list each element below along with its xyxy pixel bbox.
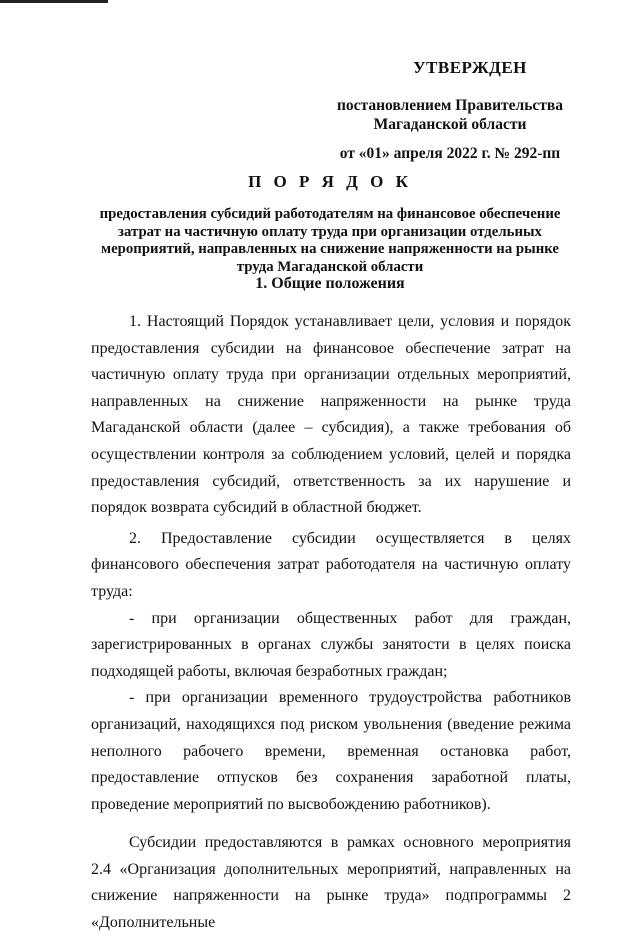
approval-order-ref: от «01» апреля 2022 г. № 292-пп: [339, 145, 561, 162]
approval-stamp: УТВЕРЖДЕН: [413, 58, 527, 77]
document-type-title: П О Р Я Д О К: [248, 172, 412, 191]
paragraph-2: 2. Предоставление субсидии осуществляется в целях финансового обеспечения затрат работодателя на частичную оплату труда:: [91, 529, 571, 600]
document-heading: [90, 172, 570, 276]
subtitle-line: мероприятий, направленных на снижение напряженности на рынке: [101, 241, 559, 257]
top-rule: [0, 0, 108, 3]
approval-block: [300, 58, 600, 163]
document-body: [91, 309, 571, 937]
paragraph-1: 1. Настоящий Порядок устанавливает цели, условия и порядок предоставления субсидии на финансовое обеспечение затрат на частичную оплату труда при организации отдельных мероприятий, направленных на снижение напряженности на рынке труда Магаданской области (далее – субсидия), а также требования об осуществлении контроля за соблюдением условий, целей и порядка предоставления субсидий, ответственность за их нарушение и порядок возврата субсидий в областной бюджет.: [91, 313, 571, 517]
approval-line-2: Магаданской области: [373, 116, 527, 133]
subtitle-line: предоставления субсидий работодателям на финансовое обеспечение: [99, 206, 561, 222]
subtitle-line: труда Магаданской области: [236, 258, 424, 275]
list-item-public-works: - при организации общественных работ для граждан, зарегистрированных в органах службы занятости в целях поиска подходящей работы, включая безработных граждан;: [91, 609, 571, 680]
approval-line-1: постановлением Правительства: [336, 97, 564, 114]
list-item-temporary-employment: - при организации временного трудоустройства работников организаций, находящихся под риском увольнения (введение режима неполного рабочего времени, временная остановка работ, предоставление отпусков без сохранения заработной платы, проведение мероприятий по высвобождению работников).: [91, 689, 571, 813]
document-subtitle: [90, 206, 570, 276]
paragraph-3: Субсидии предоставляются в рамках основного мероприятия 2.4 «Организация дополнительных мероприятий, направленных на снижение напряженности на рынке труда» подпрограммы 2 «Дополнительные: [91, 834, 571, 932]
subtitle-line: затрат на частичную оплату труда при организации отдельных: [118, 223, 542, 240]
section-title: 1. Общие положения: [255, 275, 405, 292]
